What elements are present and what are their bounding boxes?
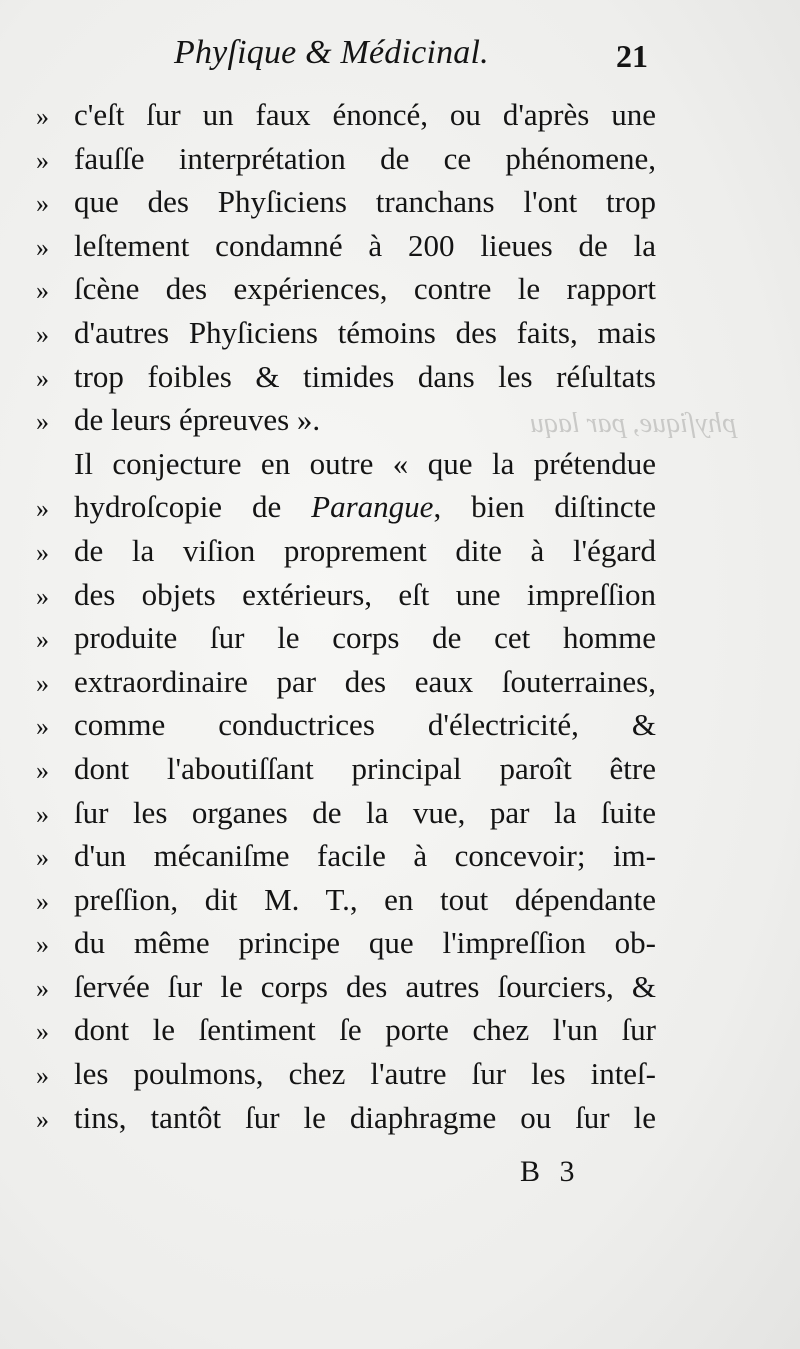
quote-mark: » <box>36 973 49 1003</box>
text-line <box>36 616 656 660</box>
line-text: hydroſcopie de <box>74 489 282 525</box>
line-text: d'autres Phyſiciens témoins des faits, mais <box>74 314 656 350</box>
line-text: c'eſt ſur un faux énoncé, ou d'après une <box>74 97 656 132</box>
line-text: de leurs épreuves ». <box>74 402 321 438</box>
line-text: ſcène des expériences, contre le rapport <box>74 271 656 307</box>
text-line <box>36 224 656 268</box>
proper-name: Parangue <box>311 489 434 525</box>
quote-mark: » <box>36 407 49 437</box>
line-text: tins, tantôt ſur le diaphragme ou ſur le <box>74 1099 656 1135</box>
line-text: du même principe que l'impreſſion ob- <box>74 925 656 961</box>
text-line <box>36 660 656 704</box>
text-line <box>36 529 656 573</box>
line-text: des objets extérieurs, eſt une impreſſion <box>74 576 656 612</box>
text-line <box>36 485 656 529</box>
quote-mark: » <box>36 494 49 524</box>
quote-mark: » <box>36 1061 49 1091</box>
line-text: leſtement condamné à 200 lieues de la <box>74 227 656 263</box>
line-text: de la viſion proprement dite à l'égard <box>74 532 656 568</box>
quote-mark: » <box>36 189 49 219</box>
quote-mark: » <box>36 930 49 960</box>
quote-mark: » <box>36 799 49 829</box>
line-text: ſur les organes de la vue, par la ſuite <box>74 794 656 830</box>
line-text: trop foibles & timides dans les réſultats <box>74 358 656 394</box>
quote-mark: » <box>36 755 49 785</box>
quote-mark: » <box>36 668 49 698</box>
line-text: ſervée ſur le corps des autres ſourciers, & <box>74 968 656 1004</box>
line-text: produite ſur le corps de cet homme <box>74 620 656 656</box>
text-line <box>36 137 656 181</box>
quote-mark: » <box>36 145 49 175</box>
line-text: fauſſe interprétation de ce phénomene, <box>74 140 656 176</box>
text-line <box>36 834 656 878</box>
text-line <box>36 878 656 922</box>
page-number: 21 <box>616 38 648 74</box>
text-line <box>36 965 656 1009</box>
line-text: comme conductrices d'électricité, & <box>74 707 656 743</box>
quote-mark: » <box>36 886 49 916</box>
quote-mark: » <box>36 102 49 131</box>
line-text: Il conjecture en outre « que la prétendue <box>74 445 656 481</box>
quote-mark: » <box>36 276 49 306</box>
text-line <box>36 1096 656 1140</box>
text-line <box>36 398 656 442</box>
quote-mark: » <box>36 363 49 393</box>
quote-mark: » <box>36 537 49 567</box>
line-text: d'un mécaniſme facile à concevoir; im- <box>74 838 656 874</box>
text-line <box>36 573 656 617</box>
show-through-text: phyſique, par laqu <box>530 408 737 439</box>
quote-mark: » <box>36 625 49 655</box>
line-text: dont le ſentiment ſe porte chez l'un ſur <box>74 1012 656 1048</box>
quote-mark: » <box>36 712 49 742</box>
line-text-after: , bien diſtincte <box>433 489 656 525</box>
quote-mark: » <box>36 581 49 611</box>
signature-mark: B 3 <box>520 1155 581 1188</box>
text-line <box>36 703 656 747</box>
text-line <box>36 1008 656 1052</box>
text-line <box>36 1052 656 1096</box>
line-text: extraordinaire par des eaux ſouterraines, <box>74 663 656 699</box>
text-line <box>36 311 656 355</box>
quote-mark: » <box>36 1104 49 1134</box>
quote-mark: » <box>36 1017 49 1047</box>
line-text: preſſion, dit M. T., en tout dépendante <box>74 881 656 917</box>
line-text: les poulmons, chez l'autre ſur les inteſ- <box>74 1056 656 1092</box>
line-text: que des Phyſiciens tranchans l'ont trop <box>74 184 656 220</box>
text-line <box>36 921 656 965</box>
text-line <box>36 267 656 311</box>
text-line <box>36 747 656 791</box>
text-line <box>36 93 656 137</box>
line-text: dont l'aboutiſſant principal paroît être <box>74 750 656 786</box>
running-head: Phyſique & Médicinal. <box>174 34 489 71</box>
text-line <box>36 355 656 399</box>
quote-mark: » <box>36 843 49 873</box>
quote-mark: » <box>36 232 49 262</box>
text-line <box>36 180 656 224</box>
body-text <box>36 93 656 1139</box>
text-line <box>36 791 656 835</box>
paragraph-start-line <box>36 442 656 486</box>
page-header <box>160 30 660 82</box>
quote-mark: » <box>36 319 49 349</box>
